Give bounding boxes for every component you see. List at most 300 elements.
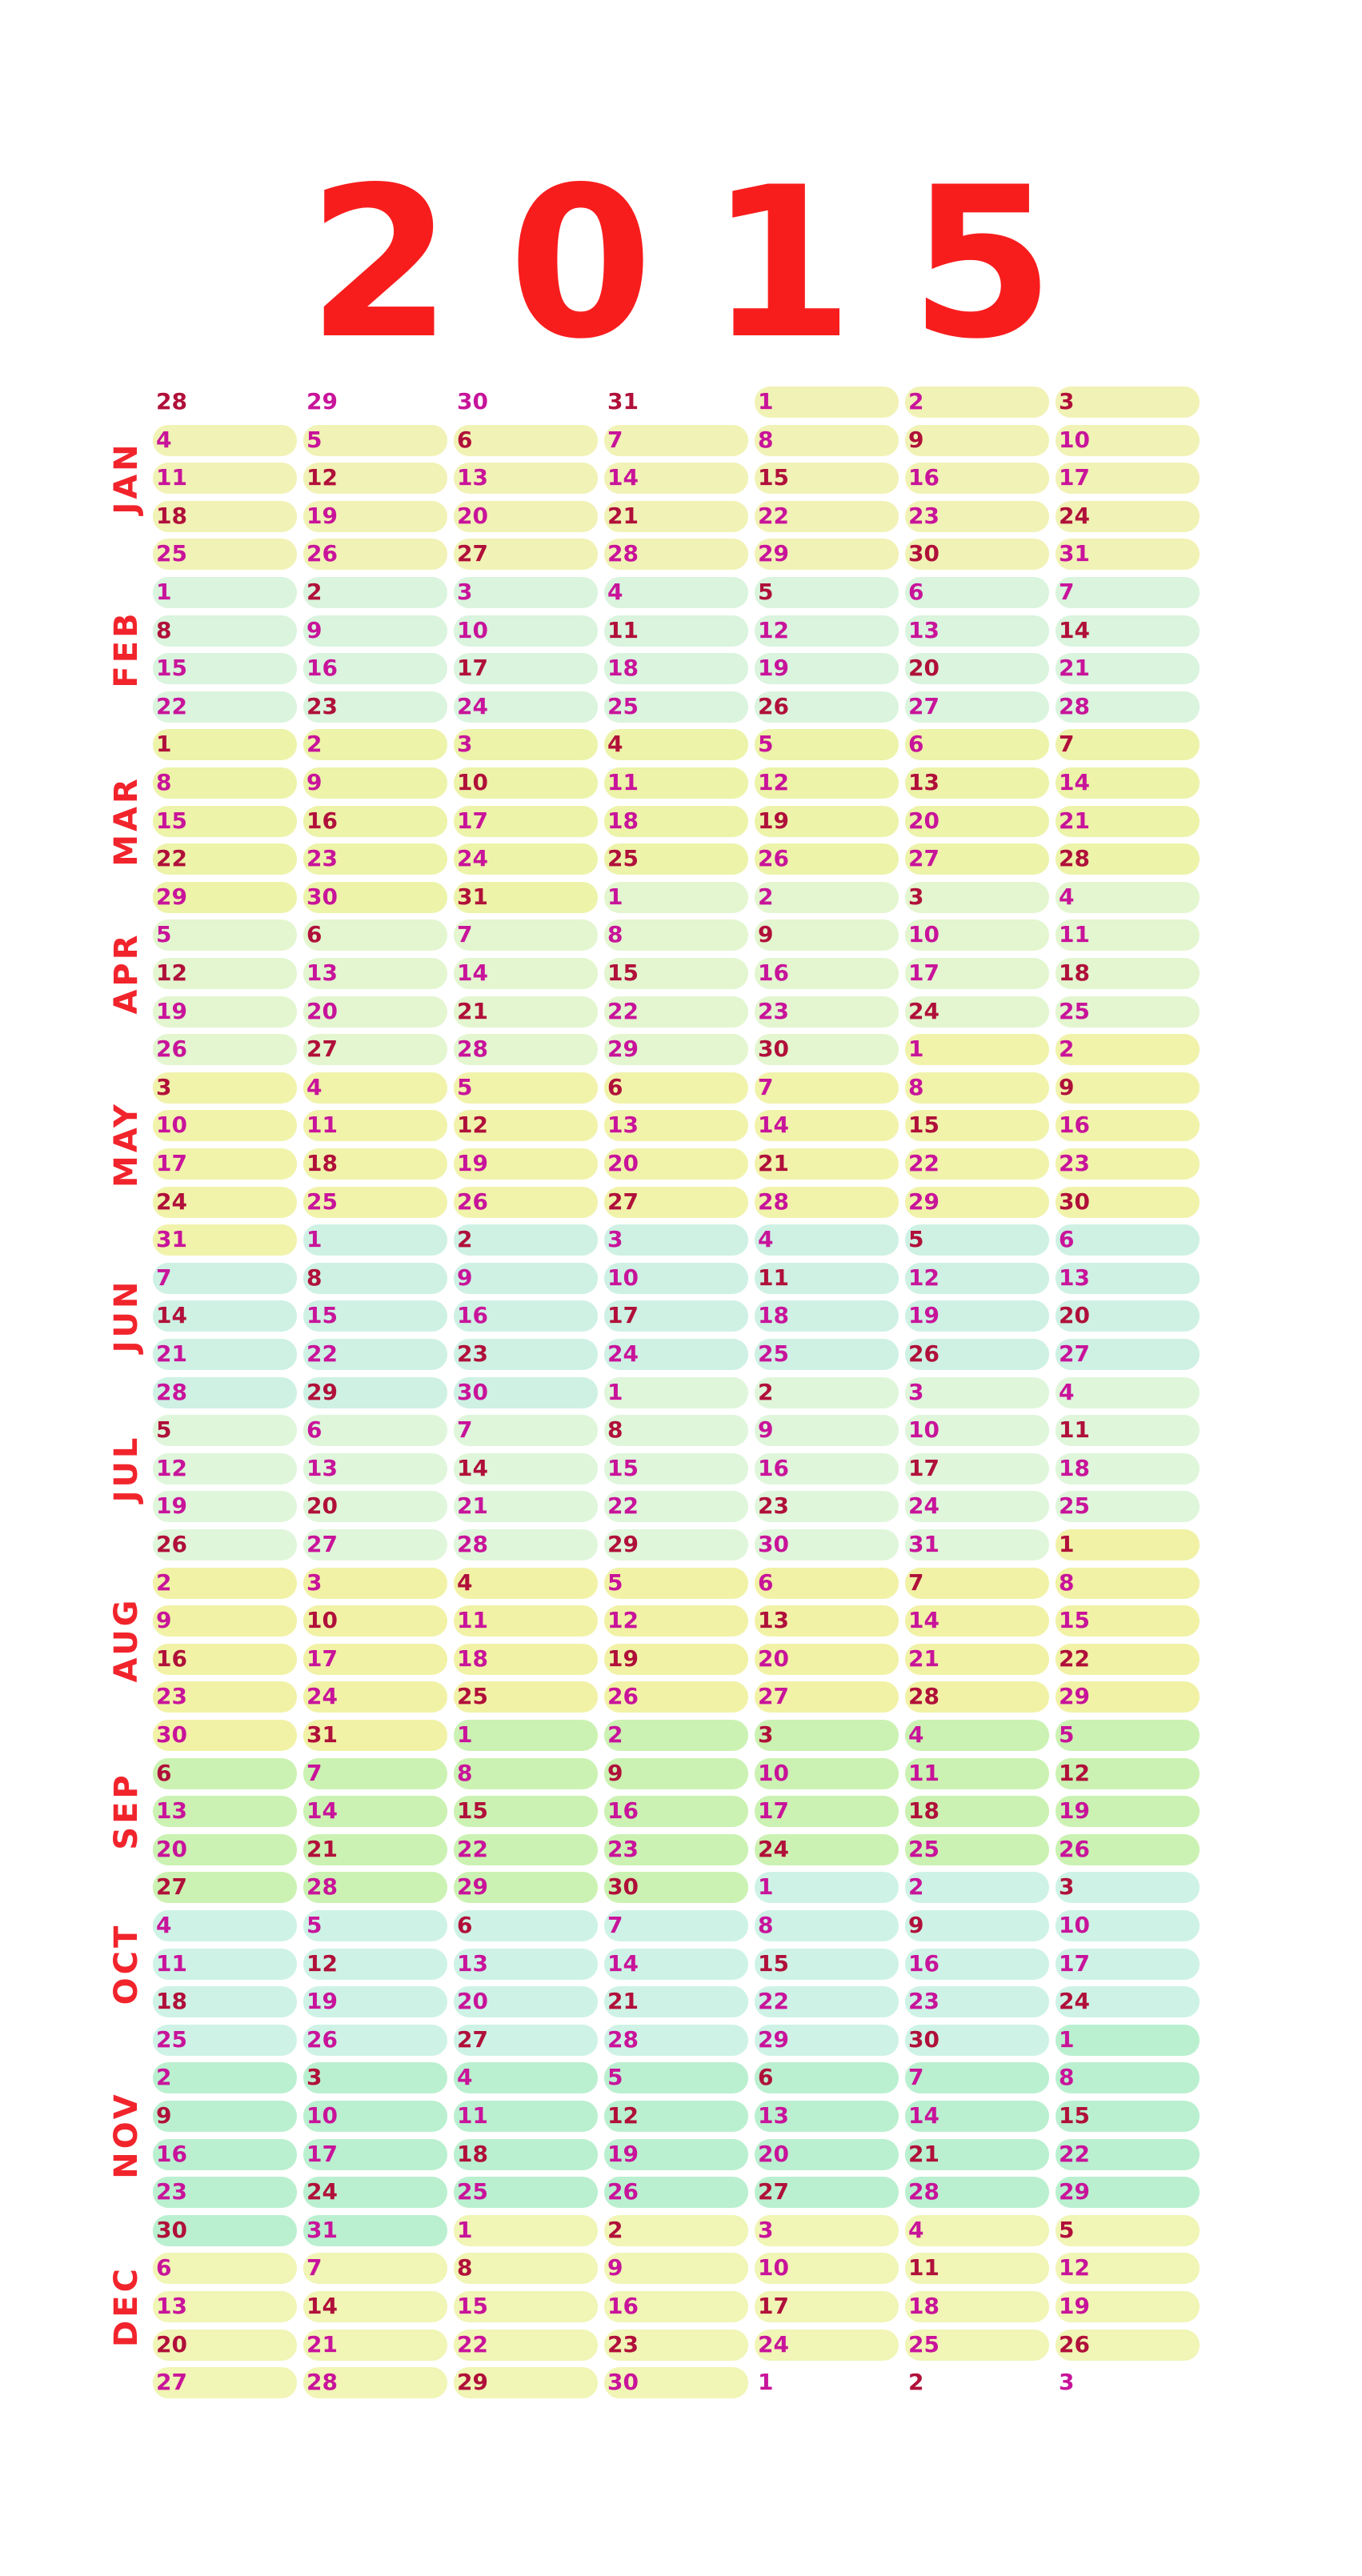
day-number: 8 [607,1416,623,1444]
day-number: 22 [156,845,187,872]
day-highlight [153,1415,297,1446]
day-number: 1 [156,731,172,758]
day-number: 6 [156,1759,172,1786]
day-highlight [153,919,297,951]
day-number: 13 [607,1112,639,1139]
day-highlight [1056,1377,1200,1408]
day-highlight [153,729,297,760]
day-number: 29 [1059,2178,1090,2205]
day-number: 2 [156,2064,172,2091]
day-number: 24 [607,1340,639,1367]
day-highlight [454,2253,598,2284]
day-number: 19 [908,1302,939,1329]
day-number: 16 [457,1302,488,1329]
day-highlight [454,1910,598,1941]
day-highlight [1056,387,1200,418]
day-number: 16 [908,464,939,491]
day-highlight [1056,1224,1200,1256]
day-number: 27 [156,2369,187,2396]
day-number: 26 [306,540,338,567]
day-number: 29 [758,540,789,567]
day-highlight [454,1415,598,1446]
day-number: 22 [1059,1645,1090,1672]
day-number: 18 [758,1302,789,1329]
day-number: 7 [156,1264,172,1291]
day-number: 30 [156,2216,187,2243]
day-number: 7 [908,1568,924,1596]
day-number: 3 [457,731,473,758]
day-number: 15 [758,1949,789,1977]
day-number: 10 [306,1607,338,1634]
month-label: MAR [108,775,145,867]
day-number: 30 [908,2025,939,2053]
month-label: NOV [108,2091,145,2179]
day-number: 24 [1059,502,1090,529]
day-number: 26 [607,1683,639,1710]
day-number: 27 [758,2178,789,2205]
day-highlight [303,919,447,951]
day-number: 18 [306,1150,338,1176]
day-number: 19 [758,807,789,834]
day-number: 16 [1059,1112,1090,1139]
day-highlight [755,882,899,913]
day-number: 29 [457,1873,488,1901]
day-highlight [604,1072,748,1104]
day-number: 9 [908,1912,924,1938]
day-number: 7 [607,426,623,453]
day-number: 21 [908,2140,939,2167]
day-number: 6 [457,1912,473,1938]
day-number: 8 [607,921,623,948]
day-number: 13 [457,1949,488,1977]
day-number: 11 [607,769,639,795]
day-number: 23 [1059,1150,1090,1176]
day-number: 30 [1059,1188,1090,1215]
day-number: 24 [306,2178,338,2205]
day-number: 21 [1059,807,1090,834]
day-number: 12 [1059,1759,1090,1786]
day-number: 5 [156,921,172,948]
day-number: 26 [457,1188,488,1215]
day-highlight [1056,1872,1200,1903]
day-number: 26 [156,1531,187,1557]
day-number: 30 [457,1378,488,1405]
day-number: 1 [607,883,623,910]
day-number: 31 [908,1531,939,1557]
day-highlight [755,729,899,760]
day-number: 3 [1059,2369,1075,2396]
day-number: 24 [306,1683,338,1710]
day-number: 27 [908,845,939,872]
day-highlight [905,1072,1049,1104]
day-highlight [153,1263,297,1294]
day-number: 30 [607,2369,639,2396]
day-number: 10 [908,921,939,948]
day-highlight [604,577,748,608]
day-number: 10 [1059,426,1090,453]
day-highlight [153,2062,297,2093]
day-number: 9 [1059,1073,1075,1100]
month-label: FEB [108,610,145,688]
day-number: 26 [156,1036,187,1063]
day-highlight [153,1605,297,1637]
day-number: 8 [156,616,172,643]
day-number: 9 [306,616,322,643]
day-number: 11 [156,1949,187,1977]
day-number: 28 [607,2025,639,2053]
day-number: 28 [457,1531,488,1557]
day-highlight [905,387,1049,418]
day-number: 28 [306,1873,338,1901]
day-number: 14 [457,959,488,986]
day-number: 26 [1059,2330,1090,2358]
day-highlight [153,1758,297,1789]
day-number: 9 [156,1607,172,1634]
day-number: 24 [908,997,939,1024]
day-number: 25 [908,2330,939,2358]
day-number: 11 [306,1112,338,1139]
day-highlight [604,1568,748,1599]
day-number: 20 [306,1492,338,1520]
day-number: 4 [607,579,623,605]
day-highlight [454,577,598,608]
day-number: 5 [1059,2216,1075,2243]
day-number: 15 [607,1454,639,1481]
day-number: 25 [758,1340,789,1367]
day-number: 22 [156,692,187,719]
day-highlight [604,1415,748,1446]
day-highlight [303,1072,447,1104]
day-number: 31 [306,1721,338,1748]
day-number: 14 [1059,769,1090,795]
day-number: 17 [1059,1949,1090,1977]
day-highlight [303,615,447,647]
day-number: 16 [758,959,789,986]
day-number: 4 [1059,883,1075,910]
day-number: 18 [908,2293,939,2319]
day-number: 6 [758,2064,774,2091]
day-number: 13 [156,1797,187,1825]
day-highlight [604,729,748,760]
day-number: 10 [457,769,488,795]
day-number: 25 [457,2178,488,2205]
day-highlight [755,1377,899,1408]
day-number: 8 [1059,2064,1075,2091]
day-highlight [604,1910,748,1941]
day-number: 2 [306,579,322,605]
day-number: 28 [156,1378,187,1405]
day-highlight [1056,1072,1200,1104]
day-highlight [1056,1568,1200,1599]
day-number: 29 [758,2025,789,2053]
month-label: JAN [108,441,145,515]
day-highlight [755,2062,899,2093]
day-highlight [755,1072,899,1104]
day-number: 26 [1059,1835,1090,1862]
day-number: 2 [908,388,924,415]
day-number: 6 [306,921,322,948]
day-number: 27 [908,692,939,719]
day-number: 22 [457,2330,488,2358]
day-number: 25 [306,1188,338,1215]
day-number: 25 [457,1683,488,1710]
day-number: 16 [306,807,338,834]
day-number: 5 [156,1416,172,1444]
day-number: 23 [908,502,939,529]
day-number: 15 [457,1797,488,1825]
day-highlight [604,2215,748,2246]
day-number: 24 [457,692,488,719]
day-number: 22 [306,1340,338,1367]
month-label: OCT [108,1922,145,2005]
day-number: 9 [156,2102,172,2129]
day-number: 13 [306,1454,338,1481]
day-number: 3 [1059,388,1075,415]
day-number: 1 [607,1378,623,1405]
day-highlight [303,577,447,608]
day-number: 23 [758,997,789,1024]
day-number: 17 [758,2293,789,2319]
day-number: 14 [908,2102,939,2129]
day-number: 12 [607,1607,639,1634]
day-number: 4 [306,1073,322,1100]
day-highlight [905,1568,1049,1599]
day-number: 5 [607,2064,623,2091]
day-highlight [604,882,748,913]
day-number: 12 [908,1264,939,1291]
day-number: 16 [908,1949,939,1977]
day-number: 10 [758,1759,789,1786]
day-number: 8 [306,1264,322,1291]
day-number: 18 [1059,1454,1090,1481]
day-number: 2 [1059,1036,1075,1063]
day-number: 19 [156,1492,187,1520]
day-number: 1 [758,1873,774,1901]
day-number: 23 [306,692,338,719]
day-number: 31 [607,388,639,415]
day-number: 5 [607,1568,623,1596]
day-number: 14 [758,1112,789,1139]
day-number: 8 [457,2254,473,2282]
day-number: 22 [607,997,639,1024]
day-highlight [905,882,1049,913]
day-number: 10 [908,1416,939,1444]
day-highlight [755,577,899,608]
day-number: 20 [1059,1302,1090,1329]
day-number: 6 [607,1073,623,1100]
day-number: 2 [607,1721,623,1748]
month-label: SEP [108,1772,145,1850]
day-number: 10 [306,2102,338,2129]
day-number: 17 [607,1302,639,1329]
day-number: 6 [457,426,473,453]
day-number: 4 [156,426,172,453]
day-number: 20 [306,997,338,1024]
day-number: 14 [156,1302,187,1329]
day-highlight [1056,1720,1200,1751]
day-number: 17 [1059,464,1090,491]
day-number: 20 [156,2330,187,2358]
day-number: 23 [156,1683,187,1710]
day-highlight [1056,882,1200,913]
day-number: 6 [758,1568,774,1596]
day-number: 27 [1059,1340,1090,1367]
day-number: 13 [306,959,338,986]
day-highlight [1056,577,1200,608]
month-label: JUN [108,1278,145,1353]
day-number: 22 [908,1150,939,1176]
day-number: 15 [607,959,639,986]
day-highlight [604,2253,748,2284]
day-number: 15 [1059,2102,1090,2129]
day-highlight [755,919,899,951]
day-highlight [604,1224,748,1256]
day-number: 26 [306,2025,338,2053]
day-highlight [755,387,899,418]
day-number: 8 [758,426,774,453]
day-number: 18 [457,2140,488,2167]
day-number: 2 [908,2369,924,2396]
day-number: 25 [607,692,639,719]
day-highlight [153,767,297,799]
day-highlight [905,1872,1049,1903]
day-highlight [303,425,447,456]
day-highlight [604,919,748,951]
day-number: 9 [908,426,924,453]
day-highlight [604,1720,748,1751]
day-number: 30 [306,883,338,910]
day-number: 29 [908,1188,939,1215]
day-number: 1 [908,1036,924,1063]
day-highlight [755,1872,899,1903]
day-highlight [153,1568,297,1599]
day-number: 12 [1059,2254,1090,2282]
day-number: 7 [306,2254,322,2282]
day-number: 22 [758,1988,789,2015]
day-highlight [153,1910,297,1941]
day-highlight [303,729,447,760]
day-number: 28 [758,1188,789,1215]
day-highlight [604,1758,748,1789]
day-number: 15 [908,1112,939,1139]
day-highlight [1056,729,1200,760]
day-number: 12 [156,959,187,986]
day-number: 15 [1059,1607,1090,1634]
day-number: 19 [306,502,338,529]
day-number: 8 [1059,1568,1075,1596]
day-number: 9 [457,1264,473,1291]
day-number: 29 [306,388,338,415]
day-number: 23 [607,2330,639,2358]
day-number: 17 [908,959,939,986]
day-highlight [153,425,297,456]
day-number: 8 [908,1073,924,1100]
day-number: 20 [758,2140,789,2167]
day-highlight [303,2253,447,2284]
day-number: 11 [457,1607,488,1634]
day-number: 29 [457,2369,488,2396]
day-highlight [905,729,1049,760]
day-highlight [604,1377,748,1408]
day-number: 21 [306,1835,338,1862]
day-number: 3 [306,1568,322,1596]
day-number: 25 [1059,997,1090,1024]
day-highlight [454,1072,598,1104]
day-number: 14 [306,2293,338,2319]
day-number: 28 [306,2369,338,2396]
day-number: 19 [306,1988,338,2015]
day-number: 27 [156,1873,187,1901]
day-number: 29 [156,883,187,910]
day-number: 29 [607,1531,639,1557]
day-number: 19 [1059,1797,1090,1825]
day-highlight [1056,1034,1200,1065]
day-highlight [1056,2215,1200,2246]
month-label: APR [108,931,145,1015]
day-number: 26 [758,692,789,719]
day-highlight [1056,2062,1200,2093]
day-number: 23 [908,1988,939,2015]
day-number: 13 [908,769,939,795]
day-highlight [604,2062,748,2093]
day-number: 7 [758,1073,774,1100]
day-number: 1 [758,2369,774,2396]
day-number: 4 [156,1912,172,1938]
day-highlight [303,1263,447,1294]
day-number: 18 [607,807,639,834]
day-number: 10 [1059,1912,1090,1938]
day-number: 20 [758,1645,789,1672]
day-number: 31 [156,1226,187,1253]
day-highlight [755,1224,899,1256]
day-number: 31 [306,2216,338,2243]
day-number: 30 [607,1873,639,1901]
day-number: 15 [156,807,187,834]
day-number: 25 [908,1835,939,1862]
day-number: 5 [758,579,774,605]
day-number: 22 [607,1492,639,1520]
day-number: 5 [457,1073,473,1100]
day-number: 19 [607,1645,639,1672]
day-number: 11 [908,2254,939,2282]
day-highlight [905,1034,1049,1065]
day-highlight [755,2215,899,2246]
day-number: 25 [607,845,639,872]
day-number: 20 [607,1150,639,1176]
day-number: 21 [607,1988,639,2015]
day-number: 5 [306,426,322,453]
day-number: 19 [1059,2293,1090,2319]
day-number: 15 [457,2293,488,2319]
day-number: 21 [306,2330,338,2358]
day-highlight [454,1758,598,1789]
day-number: 28 [1059,845,1090,872]
day-number: 17 [457,655,488,682]
day-number: 12 [758,769,789,795]
day-highlight [905,1224,1049,1256]
day-number: 14 [607,464,639,491]
day-highlight [303,2062,447,2093]
day-number: 2 [758,883,774,910]
day-highlight [454,1224,598,1256]
day-number: 16 [607,1797,639,1825]
day-number: 19 [457,1150,488,1176]
day-number: 16 [306,655,338,682]
day-number: 21 [457,1492,488,1520]
day-number: 10 [457,616,488,643]
day-highlight [905,425,1049,456]
day-number: 13 [156,2293,187,2319]
